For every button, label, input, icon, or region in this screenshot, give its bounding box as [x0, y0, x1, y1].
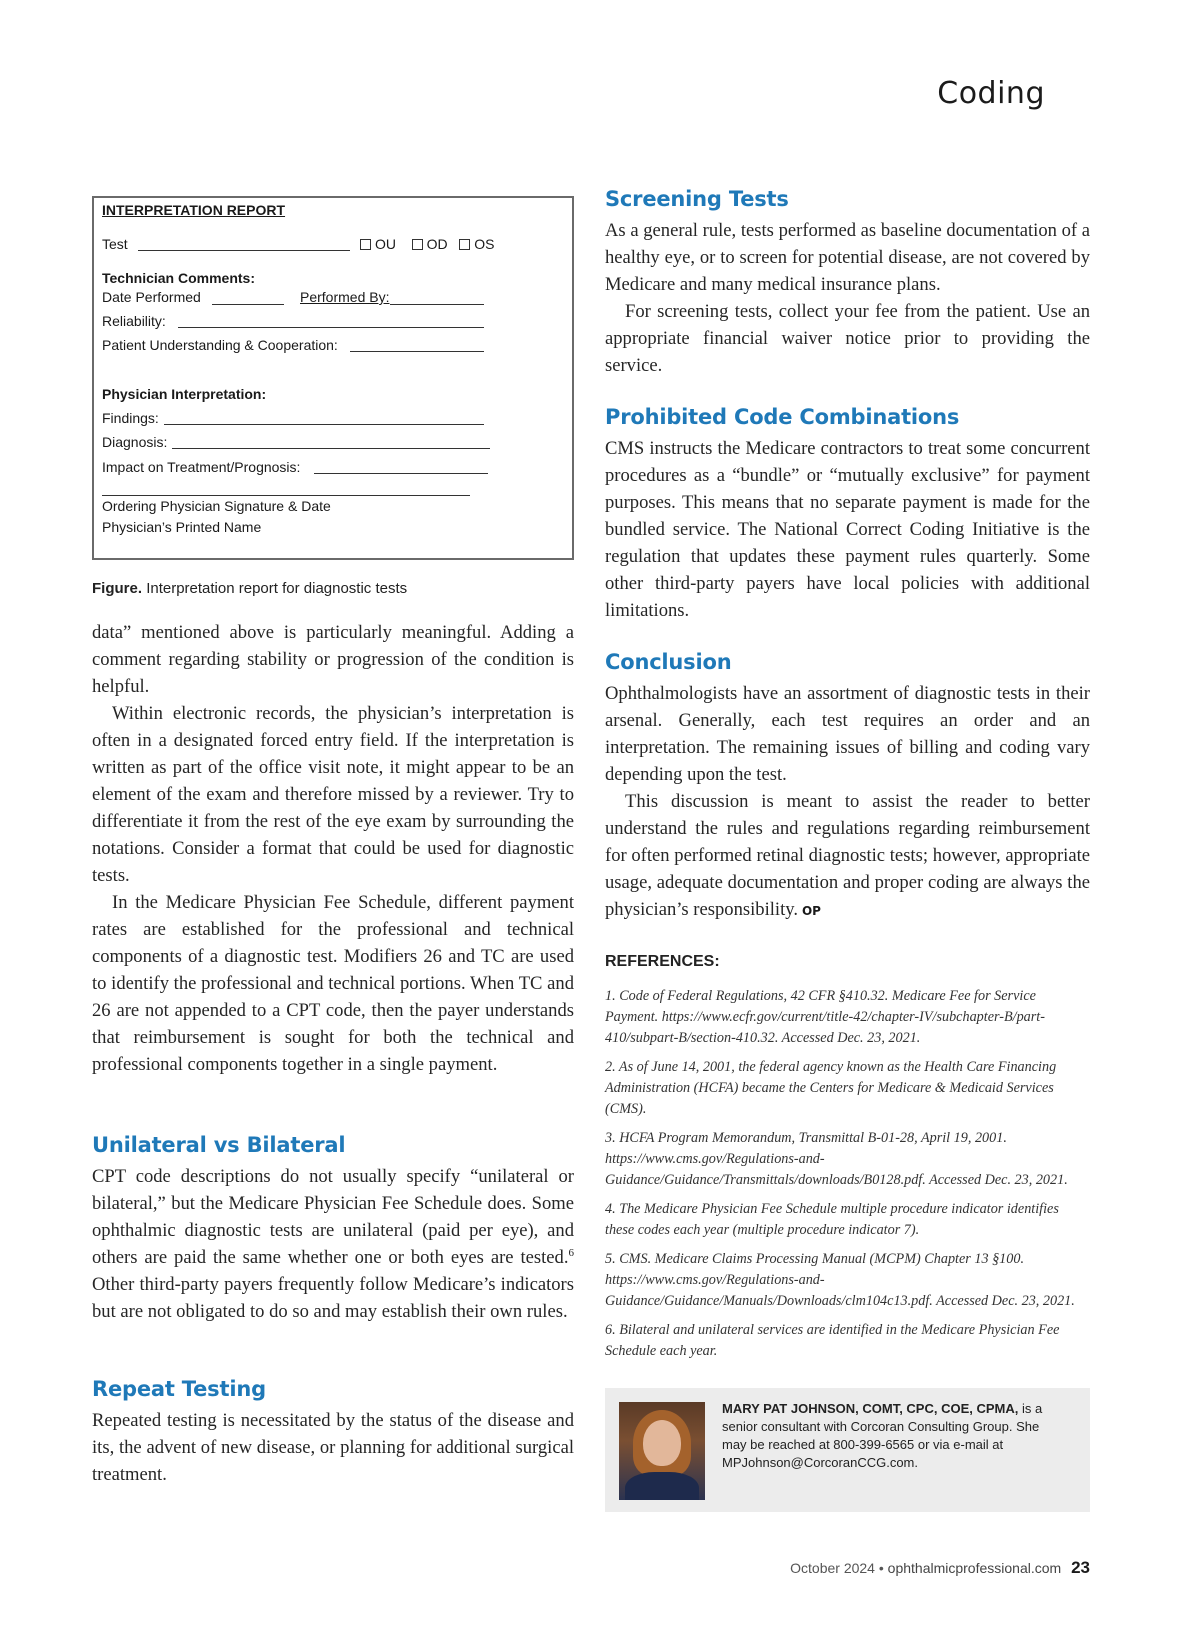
paragraph	[92, 1163, 574, 1325]
right-column-conclusion	[605, 680, 1090, 925]
form-title: INTERPRETATION REPORT	[102, 202, 286, 218]
page-number: 23	[1071, 1558, 1090, 1577]
section-title: Coding	[937, 76, 1045, 111]
paragraph: As a general rule, tests performed as baseline documentation of a healthy eye, or to screen for potential disease, are not covered by Medicare and many medical insurance plans.	[605, 220, 1090, 295]
author-photo-body	[625, 1472, 699, 1500]
checkbox-od	[412, 239, 423, 250]
form-reliability-line	[178, 327, 484, 328]
author-bio	[722, 1400, 1062, 1472]
heading-unilateral: Unilateral vs Bilateral	[92, 1133, 346, 1157]
paragraph	[605, 788, 1090, 925]
text-span: Other third-party payers frequently follow Medicare’s indicators but are not obligated to do so and may establish their own rules.	[92, 1274, 574, 1322]
reference-item: 3. HCFA Program Memorandum, Transmittal B-01-28, April 19, 2001. https://www.cms.gov/Regulations-and-Guidance/Guidance/Transmittals/downloads/B0128.pdf. Accessed Dec. 23, 2021.	[605, 1130, 1068, 1188]
figure-caption	[92, 580, 407, 597]
left-column-top	[92, 619, 574, 1078]
option-os: OS	[474, 236, 495, 252]
heading-prohibited: Prohibited Code Combinations	[605, 405, 960, 429]
text-span: CPT code descriptions do not usually specify “unilateral or bilateral,” but the Medicare Physician Fee Schedule does. Some ophthalmic diagnostic tests are unilateral (paid per eye), and others are paid the same whether one or both eyes are tested.	[92, 1166, 574, 1268]
form-diagnosis-line	[172, 448, 490, 449]
heading-screening: Screening Tests	[605, 187, 789, 211]
author-bio-text: is a senior consultant with Corcoran Consulting Group. She may be reached at 800-399-6565 or via e-mail at MPJohnson@CorcoranCCG.com.	[722, 1401, 1043, 1470]
form-test-line	[138, 250, 350, 251]
reference-item: 4. The Medicare Physician Fee Schedule multiple procedure indicator identifies these codes each year (multiple procedure indicator 7).	[605, 1201, 1059, 1238]
form-physician-interp: Physician Interpretation:	[102, 386, 267, 402]
paragraph: data” mentioned above is particularly meaningful. Adding a comment regarding stability or progression of the condition is helpful.	[92, 622, 574, 697]
form-signature: Ordering Physician Signature & Date	[102, 498, 331, 514]
option-od: OD	[426, 236, 448, 252]
paragraph: CMS instructs the Medicare contractors to treat some concurrent procedures as a “bundle” or “mutually exclusive” for payment purposes. This means that no separate payment is made for the bundled service. The National Correct Coding Initiative is the regulation that updates these payment rules quarterly. Some other third-party payers have local policies with additional limitations.	[605, 438, 1090, 621]
form-eye-options	[360, 236, 494, 252]
reference-item: 1. Code of Federal Regulations, 42 CFR §410.32. Medicare Fee for Service Payment. https://www.ecfr.gov/current/title-42/chapter-IV/subchapter-B/part-410/subpart-B/section-410.32. Accessed Dec. 23, 2021.	[605, 988, 1045, 1046]
checkbox-ou	[360, 239, 371, 250]
author-photo	[619, 1402, 705, 1500]
form-performed-line	[390, 304, 484, 305]
form-date-performed: Date Performed	[102, 289, 201, 305]
form-impact: Impact on Treatment/Prognosis:	[102, 459, 301, 475]
paragraph: Within electronic records, the physician’s interpretation is often in a designated forced entry field. If the interpretation is written as part of the office visit note, it might appear to be an element of the exam and therefore missed by a reviewer. Try to differentiate it from the rest of the eye exam by surrounding the notations. Consider a format that could be used for diagnostic tests.	[92, 703, 574, 886]
paragraph: Ophthalmologists have an assortment of diagnostic tests in their arsenal. Generally, each test requires an order and an interpretation. The remaining issues of billing and coding vary depending upon the test.	[605, 683, 1090, 785]
left-column-repeat	[92, 1407, 574, 1488]
form-patient-understanding: Patient Understanding & Cooperation:	[102, 337, 338, 353]
footer-issue: October 2024	[790, 1560, 875, 1576]
form-findings-line	[164, 424, 484, 425]
right-column-prohibited	[605, 435, 1090, 624]
form-test-label: Test	[102, 236, 128, 252]
footer-site: ophthalmicprofessional.com	[887, 1560, 1062, 1576]
right-column-screening	[605, 217, 1090, 379]
footer-bullet: •	[878, 1560, 884, 1576]
end-mark: OP	[801, 904, 821, 918]
form-reliability: Reliability:	[102, 313, 166, 329]
form-signature-line	[102, 495, 470, 496]
reference-item: 2. As of June 14, 2001, the federal agency known as the Health Care Financing Administration (HCFA) became the Centers for Medicare & Medicaid Services (CMS).	[605, 1059, 1057, 1117]
form-diagnosis: Diagnosis:	[102, 434, 168, 450]
reference-item: 5. CMS. Medicare Claims Processing Manual (MCPM) Chapter 13 §100. https://www.cms.gov/Regulations-and-Guidance/Guidance/Manuals/Downloads/clm104c13.pdf. Accessed Dec. 23, 2021.	[605, 1251, 1075, 1309]
form-tech-comments: Technician Comments:	[102, 270, 255, 286]
author-photo-face	[643, 1420, 681, 1466]
references-heading: REFERENCES:	[605, 953, 720, 970]
footnote-ref: 6	[568, 1246, 574, 1259]
caption-text: Interpretation report for diagnostic tests	[146, 580, 408, 597]
checkbox-os	[459, 239, 470, 250]
heading-conclusion: Conclusion	[605, 650, 732, 674]
form-impact-line	[314, 473, 488, 474]
form-patient-line	[350, 351, 484, 352]
left-column-unilateral	[92, 1163, 574, 1325]
paragraph: For screening tests, collect your fee from the patient. Use an appropriate financial waiver notice prior to providing the service.	[605, 301, 1090, 376]
paragraph: In the Medicare Physician Fee Schedule, different payment rates are established for the professional and technical components of a diagnostic test. Modifiers 26 and TC are used to identify the professional and technical portions. When TC and 26 are not appended to a CPT code, then the payer understands that reimbursement is sought for both the technical and professional components together in a single payment.	[92, 892, 574, 1075]
author-bio-box	[605, 1388, 1090, 1512]
heading-repeat-testing: Repeat Testing	[92, 1377, 266, 1401]
form-performed-by: Performed By:	[300, 289, 390, 305]
paragraph: Repeated testing is necessitated by the status of the disease and its, the advent of new disease, or planning for additional surgical treatment.	[92, 1410, 574, 1485]
author-name: MARY PAT JOHNSON, COMT, CPC, COE, CPMA,	[722, 1401, 1019, 1416]
page-footer	[790, 1558, 1090, 1578]
interpretation-report-form	[92, 196, 574, 560]
form-findings: Findings:	[102, 410, 159, 426]
text-span: This discussion is meant to assist the reader to better understand the rules and regulations regarding reimbursement for often performed retinal diagnostic tests; however, appropriate usage, adequate documentation and proper coding are always the physician’s responsibility.	[605, 791, 1090, 920]
reference-item: 6. Bilateral and unilateral services are identified in the Medicare Physician Fee Schedule each year.	[605, 1322, 1060, 1359]
form-date-line	[212, 304, 284, 305]
form-printed-name: Physician’s Printed Name	[102, 519, 262, 535]
option-ou: OU	[375, 236, 396, 252]
caption-label: Figure.	[92, 580, 143, 597]
